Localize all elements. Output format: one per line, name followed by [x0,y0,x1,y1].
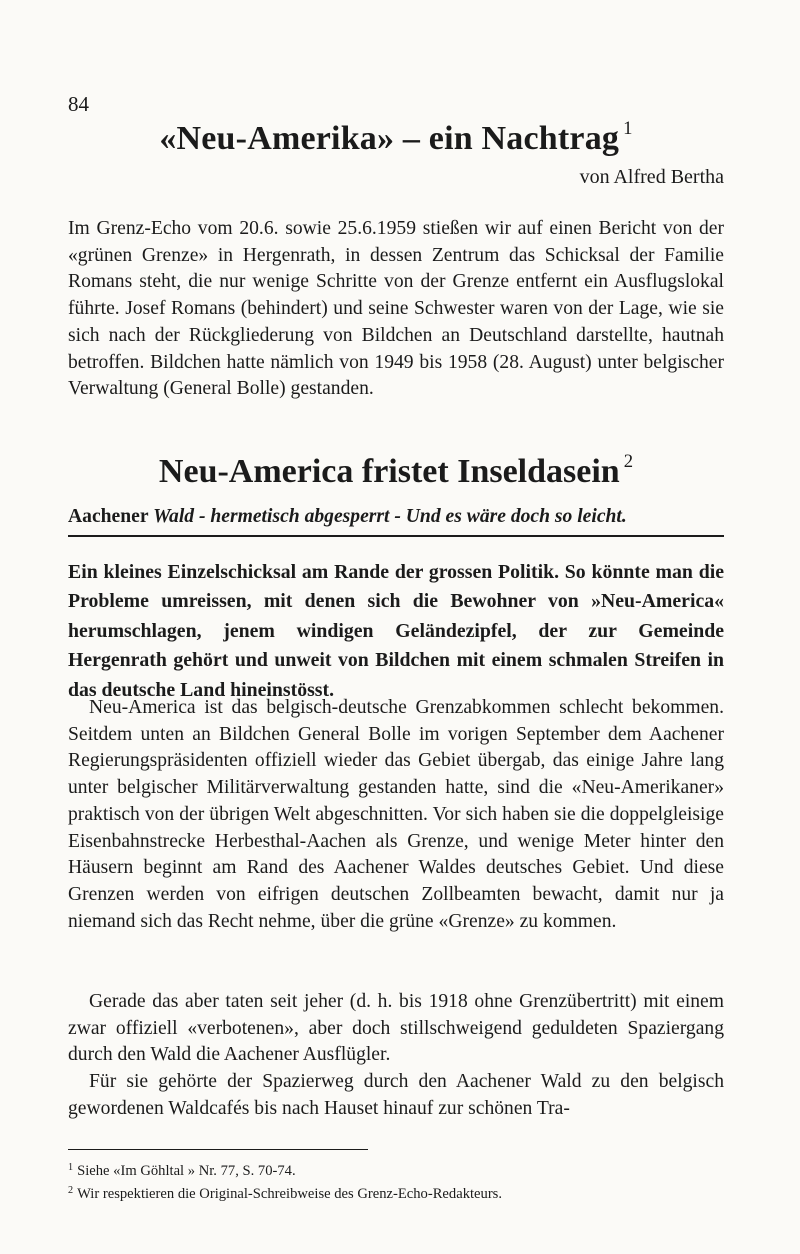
reprint-heading [68,451,724,491]
article-title [68,118,724,158]
article-title-footnote-mark: 1 [623,118,633,139]
footnote-divider [68,1149,368,1150]
footnote-mark: 1 [68,1162,74,1173]
reprint-heading-text: Neu-America fristet Inseldasein [158,452,620,490]
subline-prefix: Aachener [68,506,149,527]
intro-paragraph: Im Grenz-Echo vom 20.6. sowie 25.6.1959 stießen wir auf einen Bericht von der «grünen Grenze» in Hergenrath, in dessen Zentrum das Schicksal der Familie Romans steht, die nur wenige Schritte von der Grenze entfernt ein Ausflugslokal führte. Josef Romans (behindert) und seine Schwester waren von der Lage, wie sie sich nach der Rückgliederung von Bildchen an Deutschland darstellte, hautnah betroffen. Bildchen hatte nämlich von 1949 bis 1958 (28. August) unter belgischer Verwaltung (General Bolle) gestanden. [68,218,724,400]
page-number: 84 [68,92,89,116]
reprint-subline [68,506,724,528]
heading-divider [68,535,724,537]
footnote [68,1181,502,1204]
footnote [68,1158,296,1181]
body-paragraph: Gerade das aber taten seit jeher (d. h. bis 1918 ohne Grenzübertritt) mit einem zwar offiziell «verbotenen», aber doch stillschweigend geduldeten Spaziergang durch den Wald die Aachener Ausflügler. [68,991,724,1066]
body-paragraph: Neu-America ist das belgisch-deutsche Grenzabkommen schlecht bekommen. Seitdem unten an Bildchen General Bolle im vorigen September dem Aachener Regierungspräsidenten offiziell wieder das Gebiet übergab, das einige Jahre lang unter belgischer Militärverwaltung gestanden hatte, sind die «Neu-Amerikaner» praktisch von der übrigen Welt abgeschnitten. Vor sich haben sie die doppelgleisige Eisenbahnstrecke Herbesthal-Aachen als Grenze, und wenige Meter hinter den Häusern beginnt am Rand des Aachener Waldes deutsches Gebiet. Und diese Grenzen werden von eifrigen deutschen Zollbeamten bewacht, damit nur ja niemand sich das Recht nehme, über die grüne «Grenze» zu kommen. [68,697,724,932]
reprint-heading-footnote-mark: 2 [623,451,634,472]
lead-paragraph: Ein kleines Einzelschicksal am Rande der grossen Politik. So könnte man die Probleme umreissen, mit denen sich die Bewohner von »Neu-America« herumschlagen, jenem windigen Geländezipfel, der zur Gemeinde Hergenrath gehört und unweit von Bildchen mit einem schmalen Streifen in das deutsche Land hineinstösst. [68,561,724,701]
author-line: von Alfred Bertha [579,166,724,188]
footnote-mark: 2 [68,1185,74,1196]
body-paragraph: Für sie gehörte der Spazierweg durch den Aachener Wald zu den belgisch gewordenen Waldcafés bis nach Hauset hinauf zur schönen Tra- [68,1071,724,1119]
footnote-text: Siehe «Im Göhltal » Nr. 77, S. 70-74. [77,1163,296,1180]
subline-italic: Wald - hermetisch abgesperrt - Und es wäre doch so leicht. [148,506,627,527]
footnote-text: Wir respektieren die Original-Schreibweise des Grenz-Echo-Redakteurs. [77,1186,503,1203]
article-title-text: «Neu-Amerika» – ein Nachtrag [159,119,620,157]
